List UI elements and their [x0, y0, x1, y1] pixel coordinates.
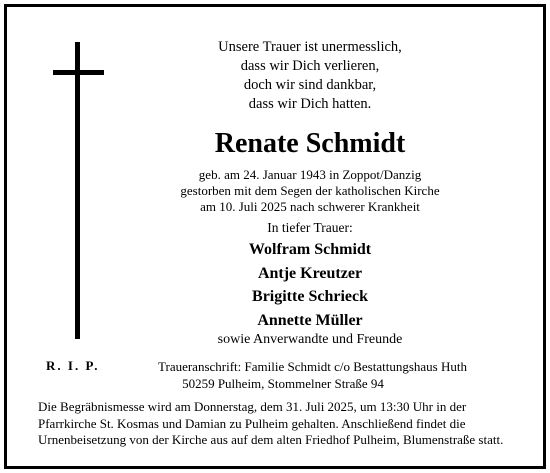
cross-horizontal-bar [53, 70, 104, 75]
verse-line: Unsere Trauer ist unermesslich, [218, 39, 402, 55]
address-line: Traueranschrift: Familie Schmidt c/o Bestattungshaus Huth [158, 359, 467, 374]
mourning-address [158, 358, 467, 392]
mourner-name: Brigitte Schrieck [252, 288, 368, 305]
verse-line: doch wir sind dankbar, [243, 77, 377, 93]
death-line: gestorben mit dem Segen der katholischen Kirche [180, 183, 440, 198]
verse-line: dass wir Dich hatten. [248, 96, 372, 112]
mourner-name: Annette Müller [257, 311, 363, 329]
verse-line: dass wir Dich verlieren, [240, 58, 380, 74]
notice-line: Pfarrkirche St. Kosmas und Damian zu Pulheim gehalten. Anschließend findet die [38, 415, 466, 431]
verse [160, 38, 460, 114]
mourner-name: Wolfram Schmidt [248, 241, 372, 258]
notice-line: Urnenbeisetzung von der Kirche aus auf dem alten Friedhof Pulheim, Blumenstraße statt. [38, 432, 504, 447]
rip-label: R. I. P. [46, 358, 100, 373]
birth-line: geb. am 24. Januar 1943 in Zoppot/Danzig [198, 167, 422, 182]
mourner-name: Antje Kreutzer [257, 264, 363, 282]
mourners-list [160, 238, 460, 332]
death-date-line: am 10. Juli 2025 nach schwerer Krankheit [200, 199, 420, 214]
address-line: 50259 Pulheim, Stommelner Straße 94 [182, 376, 384, 391]
mourners-others: sowie Anverwandte und Freunde [217, 332, 403, 347]
notice-line: Die Begräbnismesse wird am Donnerstag, dem 31. Juli 2025, um 13:30 Uhr in der [38, 399, 467, 414]
deceased-name: Renate Schmidt [214, 128, 406, 159]
cross-vertical-bar [75, 42, 80, 339]
funeral-notice [38, 399, 508, 449]
deceased-details [160, 167, 460, 215]
mourners-label: In tiefer Trauer: [267, 220, 353, 235]
